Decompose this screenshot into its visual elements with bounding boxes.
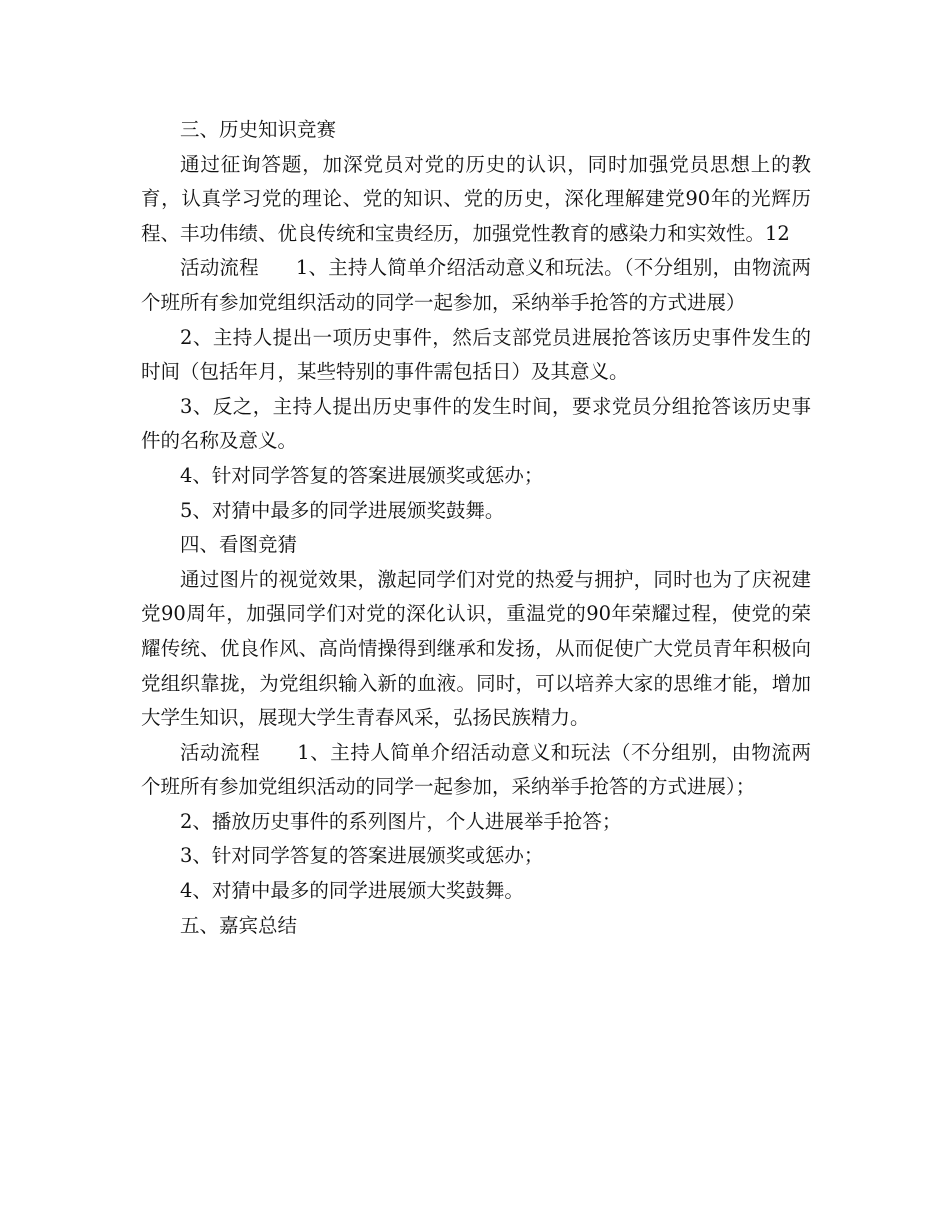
flow-label: 活动流程 bbox=[180, 740, 261, 764]
flow-step-text: 1、主持人简单介绍活动意义和玩法（不分组别，由物流两个班所有参加党组织活动的同学一起参加，采纳举手抢答的方式进展）； bbox=[141, 740, 811, 799]
flow-label: 活动流程 bbox=[180, 256, 259, 280]
paragraph-quiz-step-5: 5、对猜中最多的同学进展颁奖鼓舞。 bbox=[180, 498, 505, 522]
section-heading-guest-summary: 五、嘉宾总结 bbox=[180, 913, 298, 937]
paragraph-quiz-step-3: 3、反之，主持人提出历史事件的发生时间，要求党员分组抢答该历史事件的名称及意义。 bbox=[141, 394, 811, 453]
paragraph-picture-step-3: 3、针对同学答复的答案进展颁奖或惩办； bbox=[180, 844, 544, 868]
paragraph-picture-step-4: 4、对猜中最多的同学进展颁大奖鼓舞。 bbox=[180, 879, 524, 903]
flow-step-text: 1、主持人简单介绍活动意义和玩法。（不分组别，由物流两个班所有参加党组织活动的同学一起参加，采纳举手抢答的方式进展） bbox=[141, 256, 811, 314]
paragraph-history-quiz-intro: 通过征询答题，加深党员对党的历史的认识，同时加强党员思想上的教育，认真学习党的理论、党的知识、党的历史，深化理解建党90年的光辉历程、丰功伟绩、优良传统和宝贵经历，加强党性教育的感染力和实效性。12 bbox=[141, 152, 811, 245]
paragraph-picture-flow-step-1 bbox=[141, 736, 811, 805]
paragraph-picture-guess-intro: 通过图片的视觉效果，激起同学们对党的热爱与拥护，同时也为了庆祝建党90周年，加强同学们对党的深化认识，重温党的90年荣耀过程，使党的荣耀传统、优良作风、高尚情操得到继承和发扬，从而促使广大党员青年积极向党组织靠拢，为党组织输入新的血液。同时，可以培养大家的思维才能，增加大学生知识，展现大学生青春风采，弘扬民族精力。 bbox=[141, 567, 811, 730]
paragraph-quiz-step-4: 4、针对同学答复的答案进展颁奖或惩办； bbox=[180, 463, 544, 487]
paragraph-quiz-step-2: 2、主持人提出一项历史事件，然后支部党员进展抢答该历史事件发生的时间（包括年月，某些特别的事件需包括日）及其意义。 bbox=[141, 325, 811, 384]
section-heading-picture-guess: 四、看图竞猜 bbox=[180, 533, 298, 557]
document-body bbox=[141, 113, 811, 943]
section-heading-history-quiz: 三、历史知识竞赛 bbox=[180, 118, 337, 141]
paragraph-quiz-flow-step-1 bbox=[141, 251, 811, 320]
paragraph-picture-step-2: 2、播放历史事件的系列图片，个人进展举手抢答； bbox=[180, 809, 622, 833]
